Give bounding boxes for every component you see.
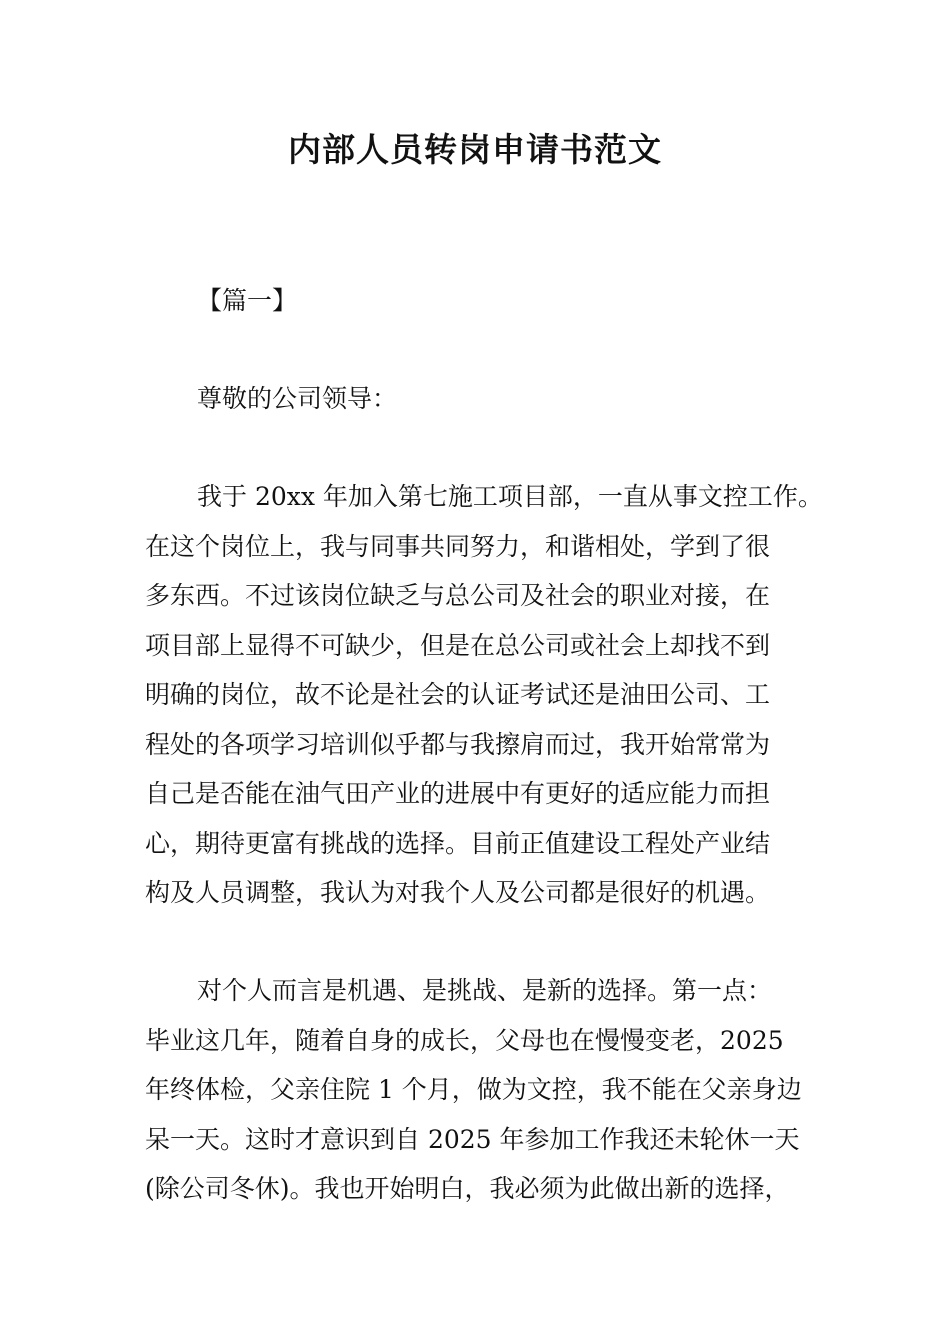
- paragraph-line: 程处的各项学习培训似乎都与我擦肩而过，我开始常常为: [145, 729, 771, 759]
- paragraph-line: 自己是否能在油气田产业的进展中有更好的适应能力而担: [145, 779, 771, 808]
- paragraph-1: [145, 472, 835, 918]
- paragraph-line: 对个人而言是机遇、是挑战、是新的选择。第一点：: [197, 976, 773, 1005]
- paragraph-line: (除公司冬休)。我也开始明白，我必须为此做出新的选择，: [145, 1174, 790, 1203]
- paragraph-line: 毕业这几年，随着自身的成长，父母也在慢慢变老，2025: [145, 1025, 784, 1055]
- paragraph-line: 构及人员调整，我认为对我个人及公司都是很好的机遇。: [145, 878, 771, 907]
- paragraph-line: 年终体检，父亲住院 1 个月，做为文控，我不能在父亲身边: [145, 1075, 802, 1104]
- section-heading: 【篇一】: [197, 286, 298, 315]
- paragraph-line: 心，期待更富有挑战的选择。目前正值建设工程处产业结: [145, 828, 771, 858]
- paragraph-line: 多东西。不过该岗位缺乏与总公司及社会的职业对接，在: [145, 581, 771, 610]
- paragraph-line: 我于 20xx 年加入第七施工项目部，一直从事文控工作。: [197, 482, 823, 511]
- paragraph-line: 呆一天。这时才意识到自 2025 年参加工作我还未轮休一天: [145, 1124, 800, 1154]
- document-title: 内部人员转岗申请书范文: [288, 130, 662, 169]
- paragraph-line: 明确的岗位，故不论是社会的认证考试还是油田公司、工: [145, 680, 771, 709]
- paragraph-line: 项目部上显得不可缺少，但是在总公司或社会上却找不到: [145, 630, 771, 660]
- paragraph-line: 在这个岗位上，我与同事共同努力，和谐相处，学到了很: [145, 531, 771, 561]
- paragraph-2: [145, 966, 835, 1214]
- salutation: 尊敬的公司领导：: [197, 384, 398, 413]
